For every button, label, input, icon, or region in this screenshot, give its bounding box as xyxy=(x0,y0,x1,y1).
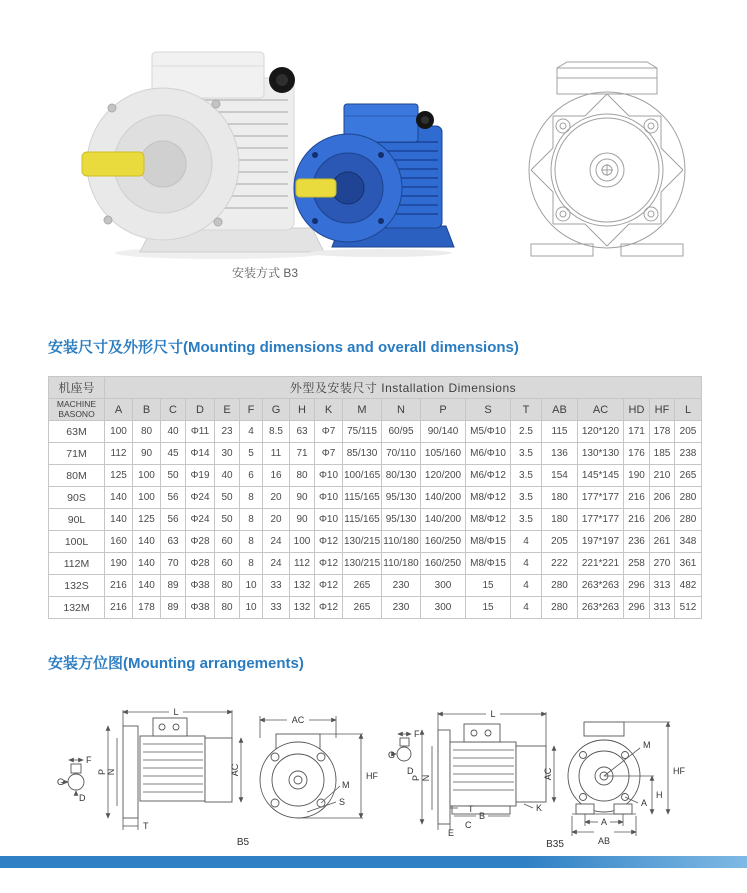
column-header: AC xyxy=(578,399,624,421)
cell-b: 140 xyxy=(133,575,161,597)
cell-k: Φ10 xyxy=(315,465,343,487)
cell-hd: 296 xyxy=(624,575,650,597)
table-body xyxy=(49,421,702,619)
column-header: L xyxy=(675,399,702,421)
cell-c: 89 xyxy=(161,597,186,619)
dim-label: N xyxy=(421,774,431,782)
cell-hf: 313 xyxy=(650,597,675,619)
cell-ac: 120*120 xyxy=(578,421,624,443)
cell-c: 40 xyxy=(161,421,186,443)
cell-f: 8 xyxy=(240,553,263,575)
cell-k: Φ7 xyxy=(315,421,343,443)
cell-s: M8/Φ12 xyxy=(466,509,511,531)
dim-label: HF xyxy=(366,771,378,781)
b35-drawing xyxy=(388,698,718,853)
cell-l: 265 xyxy=(675,465,702,487)
cell-hd: 190 xyxy=(624,465,650,487)
cell-hd: 236 xyxy=(624,531,650,553)
b5-caption: B5 xyxy=(236,837,250,848)
cell-g: 16 xyxy=(263,465,290,487)
cell-p: 140/200 xyxy=(421,509,466,531)
cell-a: 216 xyxy=(105,597,133,619)
cell-h: 132 xyxy=(290,575,315,597)
column-header: D xyxy=(186,399,215,421)
cell-n: 110/180 xyxy=(382,553,421,575)
dim-label: M xyxy=(342,780,350,790)
dim-label: A xyxy=(641,798,648,808)
cell-m: 130/215 xyxy=(343,531,382,553)
cell-h: 132 xyxy=(290,597,315,619)
cell-k: Φ10 xyxy=(315,509,343,531)
cell-n: 95/130 xyxy=(382,509,421,531)
cell-b: 140 xyxy=(133,531,161,553)
table-row xyxy=(49,553,702,575)
cell-hf: 206 xyxy=(650,509,675,531)
cell-c: 56 xyxy=(161,487,186,509)
cell-m: 75/115 xyxy=(343,421,382,443)
dim-label: G xyxy=(57,777,65,787)
cell-model: 132S xyxy=(49,575,105,597)
cell-t: 4 xyxy=(511,531,542,553)
cell-p: 160/250 xyxy=(421,553,466,575)
cell-t: 3.5 xyxy=(511,487,542,509)
column-header: F xyxy=(240,399,263,421)
cell-g: 33 xyxy=(263,575,290,597)
dim-label: C xyxy=(465,820,472,830)
dim-label: T xyxy=(468,804,474,814)
footer-bar xyxy=(0,856,747,868)
cell-f: 5 xyxy=(240,443,263,465)
cell-g: 20 xyxy=(263,509,290,531)
blue-motor-image xyxy=(288,100,468,258)
cell-hd: 176 xyxy=(624,443,650,465)
cell-l: 238 xyxy=(675,443,702,465)
column-header: AB xyxy=(542,399,578,421)
cell-a: 216 xyxy=(105,575,133,597)
cell-m: 115/165 xyxy=(343,487,382,509)
dim-label: L xyxy=(173,707,179,717)
cell-h: 90 xyxy=(290,509,315,531)
table-row xyxy=(49,597,702,619)
dim-label: D xyxy=(407,766,414,776)
section-title-arrangements: 安装方位图(Mounting arrangements) xyxy=(48,655,304,672)
cell-ab: 280 xyxy=(542,575,578,597)
table-group-header: 外型及安装尺寸 Installation Dimensions xyxy=(105,377,702,399)
cell-l: 482 xyxy=(675,575,702,597)
cell-s: M5/Φ10 xyxy=(466,421,511,443)
dim-label: G xyxy=(388,750,396,760)
cell-m: 265 xyxy=(343,575,382,597)
cell-ab: 154 xyxy=(542,465,578,487)
cell-h: 90 xyxy=(290,487,315,509)
section-title-dimensions: 安装尺寸及外形尺寸(Mounting dimensions and overall dimensions) xyxy=(48,339,519,356)
cell-e: 80 xyxy=(215,597,240,619)
cell-ab: 222 xyxy=(542,553,578,575)
cell-hf: 270 xyxy=(650,553,675,575)
dim-label: M xyxy=(643,740,651,750)
dim-label: D xyxy=(79,793,86,803)
cell-m: 130/215 xyxy=(343,553,382,575)
cell-e: 30 xyxy=(215,443,240,465)
cell-m: 115/165 xyxy=(343,509,382,531)
dim-label: T xyxy=(143,821,149,831)
cell-ab: 280 xyxy=(542,597,578,619)
cell-hf: 261 xyxy=(650,531,675,553)
motor-shaft xyxy=(82,152,144,176)
dim-label: P xyxy=(411,774,421,782)
b5-mounting-drawing xyxy=(55,698,390,850)
cell-hf: 210 xyxy=(650,465,675,487)
cell-m: 85/130 xyxy=(343,443,382,465)
cell-n: 70/110 xyxy=(382,443,421,465)
column-header-row xyxy=(49,399,702,421)
cell-t: 2.5 xyxy=(511,421,542,443)
cell-model: 100L xyxy=(49,531,105,553)
cell-n: 95/130 xyxy=(382,487,421,509)
cell-n: 60/95 xyxy=(382,421,421,443)
table-row xyxy=(49,443,702,465)
cell-model: 80M xyxy=(49,465,105,487)
cell-a: 140 xyxy=(105,487,133,509)
cell-ac: 177*177 xyxy=(578,509,624,531)
cell-s: M8/Φ15 xyxy=(466,531,511,553)
cell-k: Φ10 xyxy=(315,487,343,509)
cell-d: Φ11 xyxy=(186,421,215,443)
cell-b: 125 xyxy=(133,509,161,531)
column-header: M xyxy=(343,399,382,421)
cell-a: 112 xyxy=(105,443,133,465)
cell-d: Φ28 xyxy=(186,531,215,553)
column-header: T xyxy=(511,399,542,421)
dim-label: N xyxy=(106,768,116,776)
column-header: HF xyxy=(650,399,675,421)
cell-ac: 177*177 xyxy=(578,487,624,509)
cell-h: 112 xyxy=(290,553,315,575)
cell-n: 110/180 xyxy=(382,531,421,553)
cell-l: 512 xyxy=(675,597,702,619)
cell-b: 140 xyxy=(133,553,161,575)
cell-h: 80 xyxy=(290,465,315,487)
cell-c: 45 xyxy=(161,443,186,465)
cell-m: 265 xyxy=(343,597,382,619)
cell-e: 50 xyxy=(215,509,240,531)
cell-s: 15 xyxy=(466,575,511,597)
cell-a: 160 xyxy=(105,531,133,553)
cell-e: 23 xyxy=(215,421,240,443)
cell-e: 80 xyxy=(215,575,240,597)
cell-hd: 296 xyxy=(624,597,650,619)
cell-hd: 171 xyxy=(624,421,650,443)
cell-h: 71 xyxy=(290,443,315,465)
cell-e: 40 xyxy=(215,465,240,487)
column-header: G xyxy=(263,399,290,421)
motor-shaft xyxy=(296,179,336,197)
cell-t: 4 xyxy=(511,575,542,597)
cell-d: Φ14 xyxy=(186,443,215,465)
cell-ac: 197*197 xyxy=(578,531,624,553)
cell-s: M8/Φ12 xyxy=(466,487,511,509)
dim-label: K xyxy=(536,803,543,813)
cell-g: 8.5 xyxy=(263,421,290,443)
cell-ac: 130*130 xyxy=(578,443,624,465)
cell-ac: 221*221 xyxy=(578,553,624,575)
cell-c: 56 xyxy=(161,509,186,531)
cell-p: 105/160 xyxy=(421,443,466,465)
cell-ab: 115 xyxy=(542,421,578,443)
cell-f: 8 xyxy=(240,531,263,553)
table-corner-label: 机座号 xyxy=(49,377,105,399)
cell-b: 100 xyxy=(133,465,161,487)
cell-h: 63 xyxy=(290,421,315,443)
blue-motor-photo xyxy=(288,100,468,258)
cell-t: 4 xyxy=(511,597,542,619)
column-header: P xyxy=(421,399,466,421)
dimensions-table-wrap xyxy=(48,376,702,619)
cell-ab: 205 xyxy=(542,531,578,553)
column-header: HD xyxy=(624,399,650,421)
cell-p: 300 xyxy=(421,575,466,597)
cell-k: Φ12 xyxy=(315,553,343,575)
cell-a: 140 xyxy=(105,509,133,531)
cell-ab: 180 xyxy=(542,509,578,531)
cell-p: 300 xyxy=(421,597,466,619)
cell-d: Φ28 xyxy=(186,553,215,575)
cell-t: 3.5 xyxy=(511,509,542,531)
machine-base-header: MACHINE BASONO xyxy=(49,399,105,421)
cell-n: 230 xyxy=(382,575,421,597)
cell-a: 190 xyxy=(105,553,133,575)
cell-g: 33 xyxy=(263,597,290,619)
cell-b: 80 xyxy=(133,421,161,443)
cell-g: 24 xyxy=(263,553,290,575)
column-header: K xyxy=(315,399,343,421)
cell-ab: 180 xyxy=(542,487,578,509)
cell-model: 132M xyxy=(49,597,105,619)
cell-hf: 178 xyxy=(650,421,675,443)
cell-g: 20 xyxy=(263,487,290,509)
b5-drawing xyxy=(55,698,390,850)
cell-e: 60 xyxy=(215,553,240,575)
face-drawing xyxy=(505,52,710,262)
cell-hf: 206 xyxy=(650,487,675,509)
cell-model: 90L xyxy=(49,509,105,531)
cell-n: 230 xyxy=(382,597,421,619)
dim-label: AC xyxy=(543,767,553,781)
cell-f: 6 xyxy=(240,465,263,487)
cell-ab: 136 xyxy=(542,443,578,465)
cell-k: Φ12 xyxy=(315,575,343,597)
cell-s: 15 xyxy=(466,597,511,619)
dim-label: F xyxy=(414,729,420,739)
cell-l: 280 xyxy=(675,487,702,509)
dimensions-table xyxy=(48,376,702,619)
column-header: S xyxy=(466,399,511,421)
cell-k: Φ12 xyxy=(315,531,343,553)
cell-p: 160/250 xyxy=(421,531,466,553)
b35-caption: B35 xyxy=(546,839,564,850)
dim-label: B xyxy=(478,811,486,821)
cell-a: 125 xyxy=(105,465,133,487)
cell-ac: 263*263 xyxy=(578,597,624,619)
cell-l: 280 xyxy=(675,509,702,531)
cell-l: 348 xyxy=(675,531,702,553)
cell-t: 3.5 xyxy=(511,443,542,465)
cell-f: 10 xyxy=(240,575,263,597)
cell-p: 120/200 xyxy=(421,465,466,487)
cell-hf: 185 xyxy=(650,443,675,465)
cell-hd: 258 xyxy=(624,553,650,575)
cell-b: 178 xyxy=(133,597,161,619)
dim-label: AC xyxy=(230,763,240,777)
cell-d: Φ24 xyxy=(186,487,215,509)
cell-t: 4 xyxy=(511,553,542,575)
b35-mounting-drawing xyxy=(388,698,718,853)
cell-f: 8 xyxy=(240,509,263,531)
cell-f: 4 xyxy=(240,421,263,443)
cell-p: 140/200 xyxy=(421,487,466,509)
cell-h: 100 xyxy=(290,531,315,553)
column-header: B xyxy=(133,399,161,421)
table-row xyxy=(49,531,702,553)
table-row xyxy=(49,575,702,597)
column-header: E xyxy=(215,399,240,421)
cell-e: 50 xyxy=(215,487,240,509)
column-header: C xyxy=(161,399,186,421)
cell-l: 205 xyxy=(675,421,702,443)
cell-ac: 145*145 xyxy=(578,465,624,487)
column-header: H xyxy=(290,399,315,421)
cell-model: 90S xyxy=(49,487,105,509)
dim-label: P xyxy=(97,768,107,776)
cell-g: 24 xyxy=(263,531,290,553)
table-row xyxy=(49,487,702,509)
dim-label: AC xyxy=(291,715,305,725)
cell-d: Φ38 xyxy=(186,597,215,619)
cell-f: 10 xyxy=(240,597,263,619)
cell-hd: 216 xyxy=(624,487,650,509)
dim-label: L xyxy=(490,709,496,719)
dim-label: HF xyxy=(673,766,685,776)
cell-a: 100 xyxy=(105,421,133,443)
cell-k: Φ7 xyxy=(315,443,343,465)
cell-s: M6/Φ12 xyxy=(466,465,511,487)
cell-f: 8 xyxy=(240,487,263,509)
cell-ac: 263*263 xyxy=(578,575,624,597)
cell-model: 71M xyxy=(49,443,105,465)
cell-c: 70 xyxy=(161,553,186,575)
motor-face-line-drawing xyxy=(505,52,710,262)
dim-label: F xyxy=(86,755,92,765)
cell-p: 90/140 xyxy=(421,421,466,443)
dim-label: A xyxy=(600,817,608,827)
cell-model: 63M xyxy=(49,421,105,443)
table-row xyxy=(49,509,702,531)
cell-c: 50 xyxy=(161,465,186,487)
cell-d: Φ19 xyxy=(186,465,215,487)
cell-k: Φ12 xyxy=(315,597,343,619)
cell-c: 63 xyxy=(161,531,186,553)
table-row xyxy=(49,465,702,487)
table-row xyxy=(49,421,702,443)
column-header: A xyxy=(105,399,133,421)
cell-hd: 216 xyxy=(624,509,650,531)
cell-c: 89 xyxy=(161,575,186,597)
cell-n: 80/130 xyxy=(382,465,421,487)
cell-e: 60 xyxy=(215,531,240,553)
cell-b: 100 xyxy=(133,487,161,509)
cell-b: 90 xyxy=(133,443,161,465)
cell-l: 361 xyxy=(675,553,702,575)
dim-label: H xyxy=(656,790,663,800)
dim-label: S xyxy=(339,797,346,807)
cell-s: M8/Φ15 xyxy=(466,553,511,575)
dim-label: E xyxy=(448,828,455,838)
cell-s: M6/Φ10 xyxy=(466,443,511,465)
photos-caption: 安装方式 B3 xyxy=(231,266,298,280)
cell-d: Φ24 xyxy=(186,509,215,531)
cell-d: Φ38 xyxy=(186,575,215,597)
column-header: N xyxy=(382,399,421,421)
dim-label: AB xyxy=(597,836,611,846)
cell-m: 100/165 xyxy=(343,465,382,487)
cell-t: 3.5 xyxy=(511,465,542,487)
cell-model: 112M xyxy=(49,553,105,575)
cell-g: 11 xyxy=(263,443,290,465)
cell-hf: 313 xyxy=(650,575,675,597)
